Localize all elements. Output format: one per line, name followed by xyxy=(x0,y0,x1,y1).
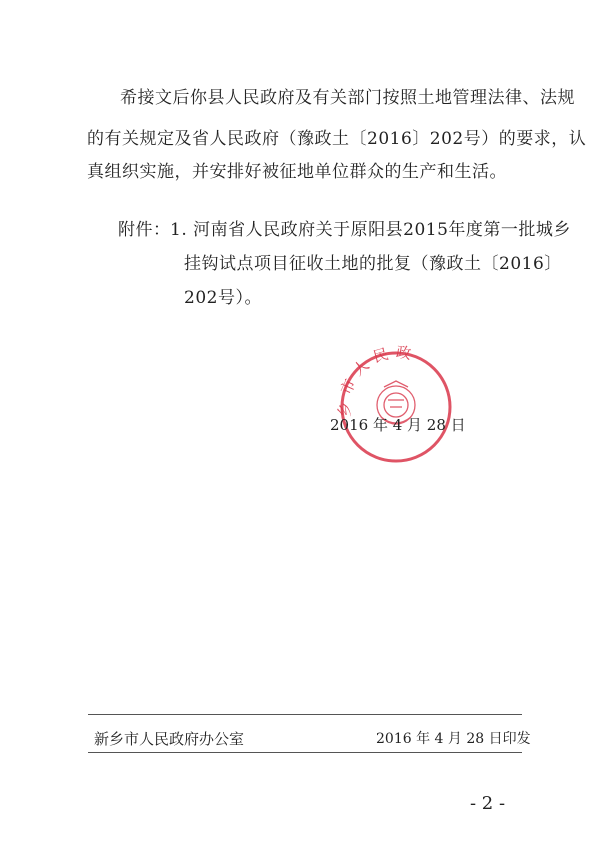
footer-top-rule xyxy=(88,714,522,715)
footer-bottom-rule xyxy=(88,752,522,753)
official-seal xyxy=(329,345,463,465)
footer-issuer: 新乡市人民政府办公室 xyxy=(94,730,245,748)
body-paragraph-line-2: 的有关规定及省人民政府（豫政土〔2016〕202号）的要求，认 xyxy=(87,129,587,149)
footer-print-date: 2016 年 4 月 28 日印发 xyxy=(376,731,531,747)
page-number: - 2 - xyxy=(470,793,506,814)
seal-text: 乡市人民政 xyxy=(335,345,419,418)
body-paragraph-line-1: 希接文后你县人民政府及有关部门按照土地管理法律、法规 xyxy=(120,88,575,108)
body-paragraph-line-3: 真组织实施，并安排好被征地单位群众的生产和生活。 xyxy=(87,162,507,182)
attachment-line-3: 202号）。 xyxy=(184,288,262,308)
attachment-line-1: 1. 河南省人民政府关于原阳县2015年度第一批城乡 xyxy=(170,220,571,240)
seal-emblem-icon xyxy=(329,345,463,465)
attachment-label: 附件： xyxy=(118,220,171,240)
attachment-line-2: 挂钩试点项目征收土地的批复（豫政土〔2016〕 xyxy=(184,254,562,274)
signature-date: 2016 年 4 月 28 日 xyxy=(330,416,466,434)
